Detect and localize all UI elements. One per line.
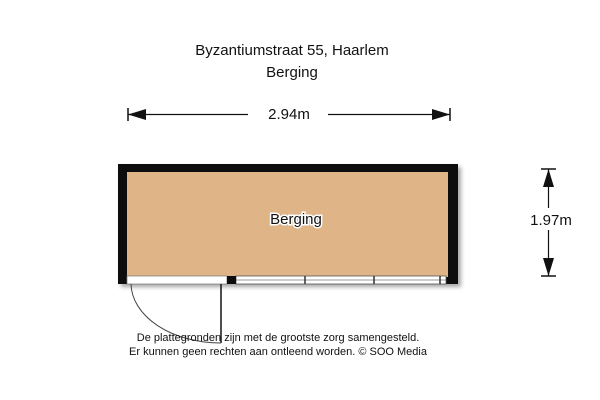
depth-dim-arrow-top [543,169,554,187]
width-dim-arrow-left [128,109,146,120]
disclaimer-line-2: Er kunnen geen rechten aan ontleend worden. © SOO Media [129,346,427,358]
room-berging [118,164,458,343]
depth-dim-arrow-bottom [543,258,554,276]
floor-name: Berging [266,64,318,81]
disclaimer [0,331,556,359]
room-label: Berging [270,211,322,228]
width-dim-label: 2.94m [268,106,310,123]
address-title: Byzantiumstraat 55, Haarlem [195,42,389,59]
disclaimer-line-1: De plattegronden zijn met de grootste zorg samengesteld. [136,332,420,344]
door-opening [127,276,227,284]
depth-dim-label: 1.97m [530,212,572,229]
depth-dimension [516,169,584,276]
door-jamb [227,276,236,284]
width-dimension [128,104,450,124]
width-dim-arrow-right [432,109,450,120]
